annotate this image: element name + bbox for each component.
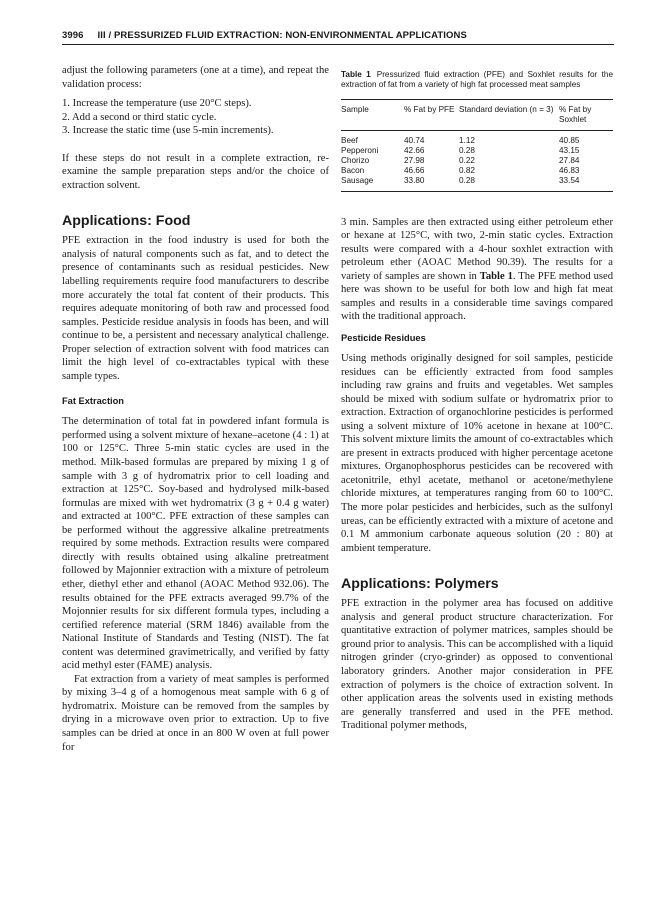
table-cell: 42.66	[404, 145, 425, 155]
table-caption	[341, 70, 613, 91]
table-cell: Chorizo	[341, 156, 370, 166]
table-header: Standard deviation (n = 3)	[459, 104, 554, 114]
table-cell: Sausage	[341, 176, 374, 186]
table-row	[341, 156, 613, 166]
table-cell: 0.28	[459, 145, 475, 155]
after-steps-paragraph: If these steps do not result in a complete extraction, re-examine the sample preparation steps and/or the choice of extraction solvent.	[62, 152, 329, 191]
table-cell: 33.54	[559, 176, 580, 186]
food-heading: Applications: Food	[62, 213, 191, 230]
table-row	[341, 146, 613, 156]
table-reference-link[interactable]: Table 1	[479, 270, 513, 282]
table-cell: 27.84	[559, 156, 580, 166]
list-item: 3. Increase the static time (use 5-min increments).	[62, 125, 274, 137]
table-cell: Beef	[341, 135, 358, 145]
meat-results-paragraph	[341, 216, 613, 324]
left-column	[62, 64, 329, 754]
table-cell: 46.83	[559, 166, 580, 176]
table-cell: 0.82	[459, 166, 475, 176]
header-rule	[62, 44, 614, 45]
table-cell: 46.66	[404, 166, 425, 176]
fat-paragraph-2: Fat extraction from a variety of meat samples is performed by mixing 3–4 g of a homogenous meat sample with 6 g of hydromatrix. Moisture can be removed from the samples by drying in a microwave oven prior to extraction. Up to five samples can be dried at once in an 800 W oven at full power for	[62, 673, 329, 753]
validation-steps-list	[62, 97, 329, 138]
intro-paragraph: adjust the following parameters (one at a time), and repeat the validation process:	[62, 65, 329, 90]
pesticide-paragraph: Using methods originally designed for soil samples, pesticide residues can be efficiently extracted from food samples including raw grains and fruits and vegetables. Wet samples should be mixed with sodium sulfate or hydromatrix prior to extraction. Extraction of organochlorine pesticides is performed using a solvent mixture of 10% acetone in hexane at 100°C. This solvent mixture limits the amount of co-extractables which are present in extracts produced with higher percentage acetone mixtures. Organophosphorus pesticides can be recovered with acetonitrile, ethyl acetate, methanol or acetone/methylene chloride mixtures, at temperatures ranging from 60 to 100°C. The more polar pesticides and herbicides, such as the sulfonyl ureas, can be efficiently extracted with a mixture of acetone and 0.1 M ammonium carbonate aqueous solution (20 : 80) at ambient temperature.	[341, 353, 613, 554]
table-cell: Pepperoni	[341, 145, 379, 155]
table-cell: 27.98	[404, 156, 425, 166]
paragraph-text: . The PFE method used here was shown to be useful for both low and high fat meat samples and results in a considerable time savings compared with the traditional approach.	[341, 270, 613, 323]
table-cell: 0.22	[459, 156, 475, 166]
fat-results-table	[341, 99, 613, 192]
paragraph-text: 3 min. Samples are then extracted using either petroleum ether or hexane at 125°C, with two, 2-min static cycles. Extraction results were compared with a 4-hour soxhlet extraction with petroleum ether (AOAC Method 90.39). The results for a variety of samples are shown in	[341, 216, 613, 282]
table-cell: 33.80	[404, 176, 425, 186]
table-row	[341, 130, 613, 146]
table-header-row	[341, 99, 613, 130]
table-row	[341, 176, 613, 191]
right-column	[341, 70, 613, 733]
polymers-paragraph: PFE extraction in the polymer area has focused on additive analysis and general product structure characterization. For quantitative extraction of polymer matrices, samples should be ground prior to analysis. This can be accomplished with a liquid nitrogen grinder (cryo-grinder) as opposed to conventional laboratory grinders. Another major consideration in PFE extraction of polymers is the choice of extraction solvent. In other application areas the solvents used in existing methods are generally transferred and used in the PFE method. Traditional polymer methods,	[341, 598, 613, 732]
list-item: 1. Increase the temperature (use 20°C steps).	[62, 98, 252, 110]
table-cell: 1.12	[459, 135, 475, 145]
table-cell: 40.85	[559, 135, 580, 145]
table-cell: 0.28	[459, 176, 475, 186]
pesticide-heading: Pesticide Residues	[341, 333, 426, 344]
table-header: % Fat by PFE	[404, 104, 455, 114]
table-row	[341, 166, 613, 176]
page-number: 3996	[62, 30, 84, 41]
table-cell: 43.15	[559, 145, 580, 155]
fat-paragraph-1: The determination of total fat in powdered infant formula is performed using a solvent mixture of hexane–acetone (4 : 1) at 100 or 125°C. Three 5-min static cycles are used in the method. Milk-based formulas are prepared by mixing 1 g of sample with 3 g of hydromatrix prior to cell loading and extraction at 125°C. Soy-based and hydrolysed milk-based formulas are mixed with wet hydromatrix (3 g + 0.4 g water) and extracted at 100°C. PFE extraction of these samples can be performed without the aggressive alkaline pretreatments required by some methods. Extraction results were compared directly with results obtained using alkaline pretreatment followed by Majonnier extraction with a mixture of petroleum ether, diethyl ether and ethanol (AOAC Method 932.06). The results obtained for the PFE extracts averaged 99.7% of the Mojonnier results for six different formula types, including a certified reference material (SRM 1846) available from the National Institute of Standards and Testing (NIST). The fat content was determined gravimetrically, and verified by fatty acid methyl ester (FAME) analysis.	[62, 416, 329, 672]
table-label: Table 1	[341, 70, 371, 79]
table-caption-text: Pressurized fluid extraction (PFE) and Soxhlet results for the extraction of fat from a variety of high fat processed meat samples	[341, 70, 614, 90]
polymers-heading: Applications: Polymers	[341, 576, 499, 593]
list-item: 2. Add a second or third static cycle.	[62, 111, 217, 123]
table-cell: 40.74	[404, 135, 425, 145]
table-header: Sample	[341, 104, 369, 114]
table-cell: Bacon	[341, 166, 365, 176]
table-header: % Fat by Soxhlet	[559, 104, 592, 125]
running-title: III / PRESSURIZED FLUID EXTRACTION: NON-ENVIRONMENTAL APPLICATIONS	[97, 30, 467, 41]
food-paragraph: PFE extraction in the food industry is used for both the analysis of natural components such as fat, and to detect the presence of contaminants such as residual pesticides. New labelling requirements require food manufacturers to describe more accurately the total fat content of their products. This requires adequate monitoring of both raw and processed food samples. Pesticide residue analysis in foods has been, and will continue to be, a persistent and necessary analytical challenge. Proper selection of extraction solvent with food matrices can limit the high level of co-extractables typical with these sample types.	[62, 235, 329, 382]
running-header	[62, 30, 614, 41]
fat-extraction-heading: Fat Extraction	[62, 396, 124, 407]
